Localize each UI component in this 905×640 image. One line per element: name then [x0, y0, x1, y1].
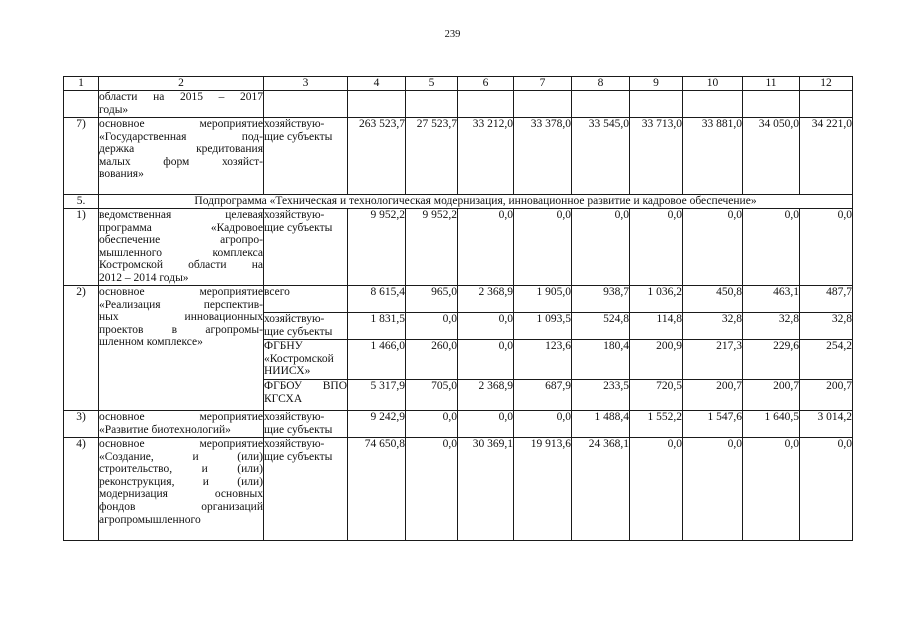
- header-cell-10: 10: [683, 77, 743, 91]
- value-cell-2018: 32,8: [743, 313, 800, 340]
- value-cell-2016: 720,5: [630, 380, 683, 411]
- value-cell-2012: 260,0: [406, 340, 458, 380]
- cell-line: хозяйствую-: [264, 411, 325, 423]
- value-cell-2018: 0,0: [743, 438, 800, 541]
- page-number: 239: [444, 29, 461, 40]
- cell-line: хозяйствую-: [264, 118, 325, 130]
- value-cell-2018: 0,0: [743, 209, 800, 286]
- value-cell-2012: 0,0: [406, 313, 458, 340]
- row-number: 2): [64, 286, 99, 411]
- value-cell-2018: 463,1: [743, 286, 800, 313]
- cell-line: проектов в агропромы-: [99, 323, 263, 336]
- value-cell-2016: 0,0: [630, 209, 683, 286]
- cell-line: программа «Кадровое: [99, 221, 263, 234]
- value-cell-total: 5 317,9: [348, 380, 406, 411]
- row-number: 7): [64, 118, 99, 195]
- value-cell-2017: 217,3: [683, 340, 743, 380]
- value-cell-2018: 229,6: [743, 340, 800, 380]
- cell-line: щие субъекты: [264, 221, 333, 234]
- value-cell-total: 1 466,0: [348, 340, 406, 380]
- cell-line: годы»: [99, 103, 129, 116]
- cell-line: хозяйствую-: [264, 438, 325, 450]
- value-cell-2019: 32,8: [800, 313, 853, 340]
- value-cell-2015: 0,0: [572, 209, 630, 286]
- value-cell-2016: [630, 91, 683, 118]
- activity-description: [99, 91, 264, 118]
- cell-line: модернизация основных: [99, 488, 263, 501]
- header-cell-11: 11: [743, 77, 800, 91]
- header-cell-3: 3: [264, 77, 348, 91]
- cell-line: вования»: [99, 168, 144, 181]
- header-cell-9: 9: [630, 77, 683, 91]
- executor-cell: [264, 411, 348, 438]
- executor-cell: [264, 286, 348, 313]
- executor-cell: [264, 340, 348, 380]
- cell-line: щие субъекты: [264, 423, 333, 436]
- activity-description: [99, 411, 264, 438]
- value-cell-2013: 2 368,9: [458, 286, 514, 313]
- cell-line: мышленного комплекса: [99, 246, 263, 259]
- cell-line: НИИСХ»: [264, 365, 311, 378]
- header-row: [64, 77, 853, 91]
- value-cell-total: 1 831,5: [348, 313, 406, 340]
- value-cell-2018: [743, 91, 800, 118]
- cell-line: ных инновационных: [99, 311, 263, 324]
- subprogram-row: [64, 195, 853, 209]
- cell-line: малых форм хозяйст-: [99, 155, 263, 168]
- value-cell-2012: [406, 91, 458, 118]
- row-number: 1): [64, 209, 99, 286]
- row-number: 5.: [64, 195, 99, 209]
- value-cell-2017: 0,0: [683, 438, 743, 541]
- value-cell-total: 9 242,9: [348, 411, 406, 438]
- cell-line: хозяйствую-: [264, 313, 325, 325]
- cell-line: «Развитие биотехнологий»: [99, 423, 231, 436]
- value-cell-total: [348, 91, 406, 118]
- value-cell-2014: 19 913,6: [514, 438, 572, 541]
- value-cell-2013: 30 369,1: [458, 438, 514, 541]
- cell-line: хозяйствую-: [264, 209, 325, 221]
- value-cell-2013: 0,0: [458, 209, 514, 286]
- value-cell-2018: 1 640,5: [743, 411, 800, 438]
- value-cell-2013: 33 212,0: [458, 118, 514, 195]
- budget-table: [63, 76, 853, 541]
- cell-line: всего: [264, 286, 290, 298]
- activity-description: [99, 438, 264, 541]
- value-cell-total: 74 650,8: [348, 438, 406, 541]
- value-cell-2013: 0,0: [458, 340, 514, 380]
- value-cell-2013: 0,0: [458, 313, 514, 340]
- value-cell-2015: [572, 91, 630, 118]
- value-cell-2014: 0,0: [514, 411, 572, 438]
- cell-line: ведомственная целевая: [99, 209, 263, 221]
- row-number: [64, 91, 99, 118]
- value-cell-2017: 0,0: [683, 209, 743, 286]
- executor-cell: [264, 438, 348, 541]
- cell-line: «Реализация перспектив-: [99, 298, 263, 311]
- cell-line: реконструкция, и (или): [99, 475, 263, 488]
- header-cell-6: 6: [458, 77, 514, 91]
- value-cell-2014: [514, 91, 572, 118]
- cell-line: основное мероприятие: [99, 438, 263, 450]
- value-cell-2018: 200,7: [743, 380, 800, 411]
- executor-cell: [264, 209, 348, 286]
- value-cell-2014: 1 093,5: [514, 313, 572, 340]
- executor-cell: [264, 91, 348, 118]
- value-cell-2017: 450,8: [683, 286, 743, 313]
- value-cell-2012: 0,0: [406, 438, 458, 541]
- value-cell-2019: 3 014,2: [800, 411, 853, 438]
- cell-line: ФГБОУ ВПО: [264, 380, 347, 392]
- value-cell-2019: 487,7: [800, 286, 853, 313]
- value-cell-2016: 114,8: [630, 313, 683, 340]
- value-cell-2012: 965,0: [406, 286, 458, 313]
- executor-cell: [264, 380, 348, 411]
- table-row: [64, 411, 853, 438]
- cell-line: Костромской области на: [99, 259, 263, 272]
- header-cell-5: 5: [406, 77, 458, 91]
- value-cell-2012: 9 952,2: [406, 209, 458, 286]
- table-row: [64, 286, 853, 313]
- cell-line: основное мероприятие: [99, 286, 263, 298]
- value-cell-2014: 687,9: [514, 380, 572, 411]
- cell-line: КГСХА: [264, 392, 303, 405]
- value-cell-2019: 200,7: [800, 380, 853, 411]
- value-cell-2012: 0,0: [406, 411, 458, 438]
- activity-description: [99, 209, 264, 286]
- value-cell-total: 9 952,2: [348, 209, 406, 286]
- value-cell-2015: 24 368,1: [572, 438, 630, 541]
- cell-line: области на 2015 – 2017: [99, 91, 263, 103]
- value-cell-2017: 33 881,0: [683, 118, 743, 195]
- value-cell-2017: [683, 91, 743, 118]
- row-number: 3): [64, 411, 99, 438]
- cell-line: 2012 – 2014 годы»: [99, 271, 189, 284]
- value-cell-2019: 34 221,0: [800, 118, 853, 195]
- cell-line: ФГБНУ: [264, 340, 303, 352]
- executor-cell: [264, 118, 348, 195]
- cell-line: щие субъекты: [264, 130, 333, 143]
- table-row: [64, 209, 853, 286]
- header-cell-2: 2: [99, 77, 264, 91]
- value-cell-2014: 0,0: [514, 209, 572, 286]
- cell-line: шленном комплексе»: [99, 336, 203, 349]
- value-cell-2019: [800, 91, 853, 118]
- value-cell-2016: 1 552,2: [630, 411, 683, 438]
- cell-line: щие субъекты: [264, 450, 333, 463]
- value-cell-2014: 1 905,0: [514, 286, 572, 313]
- cell-line: щие субъекты: [264, 325, 333, 338]
- value-cell-2017: 32,8: [683, 313, 743, 340]
- cell-line: строительство, и (или): [99, 463, 263, 476]
- value-cell-total: 8 615,4: [348, 286, 406, 313]
- cell-line: основное мероприятие: [99, 411, 263, 423]
- value-cell-2015: 938,7: [572, 286, 630, 313]
- value-cell-2015: 1 488,4: [572, 411, 630, 438]
- cell-line: обеспечение агропро-: [99, 234, 263, 247]
- header-cell-12: 12: [800, 77, 853, 91]
- value-cell-2015: 524,8: [572, 313, 630, 340]
- value-cell-2019: 0,0: [800, 438, 853, 541]
- table-row: [64, 118, 853, 195]
- activity-description: [99, 286, 264, 411]
- header-cell-4: 4: [348, 77, 406, 91]
- cell-line: агропромышленного: [99, 513, 201, 526]
- value-cell-2014: 33 378,0: [514, 118, 572, 195]
- header-cell-7: 7: [514, 77, 572, 91]
- value-cell-2019: 0,0: [800, 209, 853, 286]
- cell-line: «Костромской: [264, 352, 334, 365]
- cell-line: держка кредитования: [99, 143, 263, 156]
- value-cell-2015: 180,4: [572, 340, 630, 380]
- value-cell-2012: 705,0: [406, 380, 458, 411]
- cell-line: «Создание, и (или): [99, 450, 263, 463]
- executor-cell: [264, 313, 348, 340]
- value-cell-2016: 0,0: [630, 438, 683, 541]
- header-cell-8: 8: [572, 77, 630, 91]
- cell-line: «Государственная под-: [99, 130, 263, 143]
- value-cell-2016: 200,9: [630, 340, 683, 380]
- value-cell-2013: 0,0: [458, 411, 514, 438]
- row-number: 4): [64, 438, 99, 541]
- value-cell-2013: [458, 91, 514, 118]
- value-cell-2017: 200,7: [683, 380, 743, 411]
- header-cell-1: 1: [64, 77, 99, 91]
- value-cell-2017: 1 547,6: [683, 411, 743, 438]
- value-cell-2015: 33 545,0: [572, 118, 630, 195]
- subprogram-title: Подпрограмма «Техническая и технологическая модернизация, инновационное развитие и кадровое обеспечение»: [99, 195, 853, 209]
- value-cell-2018: 34 050,0: [743, 118, 800, 195]
- value-cell-2012: 27 523,7: [406, 118, 458, 195]
- cell-line: основное мероприятие: [99, 118, 263, 130]
- value-cell-2015: 233,5: [572, 380, 630, 411]
- value-cell-2013: 2 368,9: [458, 380, 514, 411]
- table-row: [64, 91, 853, 118]
- activity-description: [99, 118, 264, 195]
- cell-line: фондов организаций: [99, 500, 263, 513]
- value-cell-2016: 33 713,0: [630, 118, 683, 195]
- value-cell-2019: 254,2: [800, 340, 853, 380]
- value-cell-2014: 123,6: [514, 340, 572, 380]
- table-row: [64, 438, 853, 541]
- value-cell-total: 263 523,7: [348, 118, 406, 195]
- value-cell-2016: 1 036,2: [630, 286, 683, 313]
